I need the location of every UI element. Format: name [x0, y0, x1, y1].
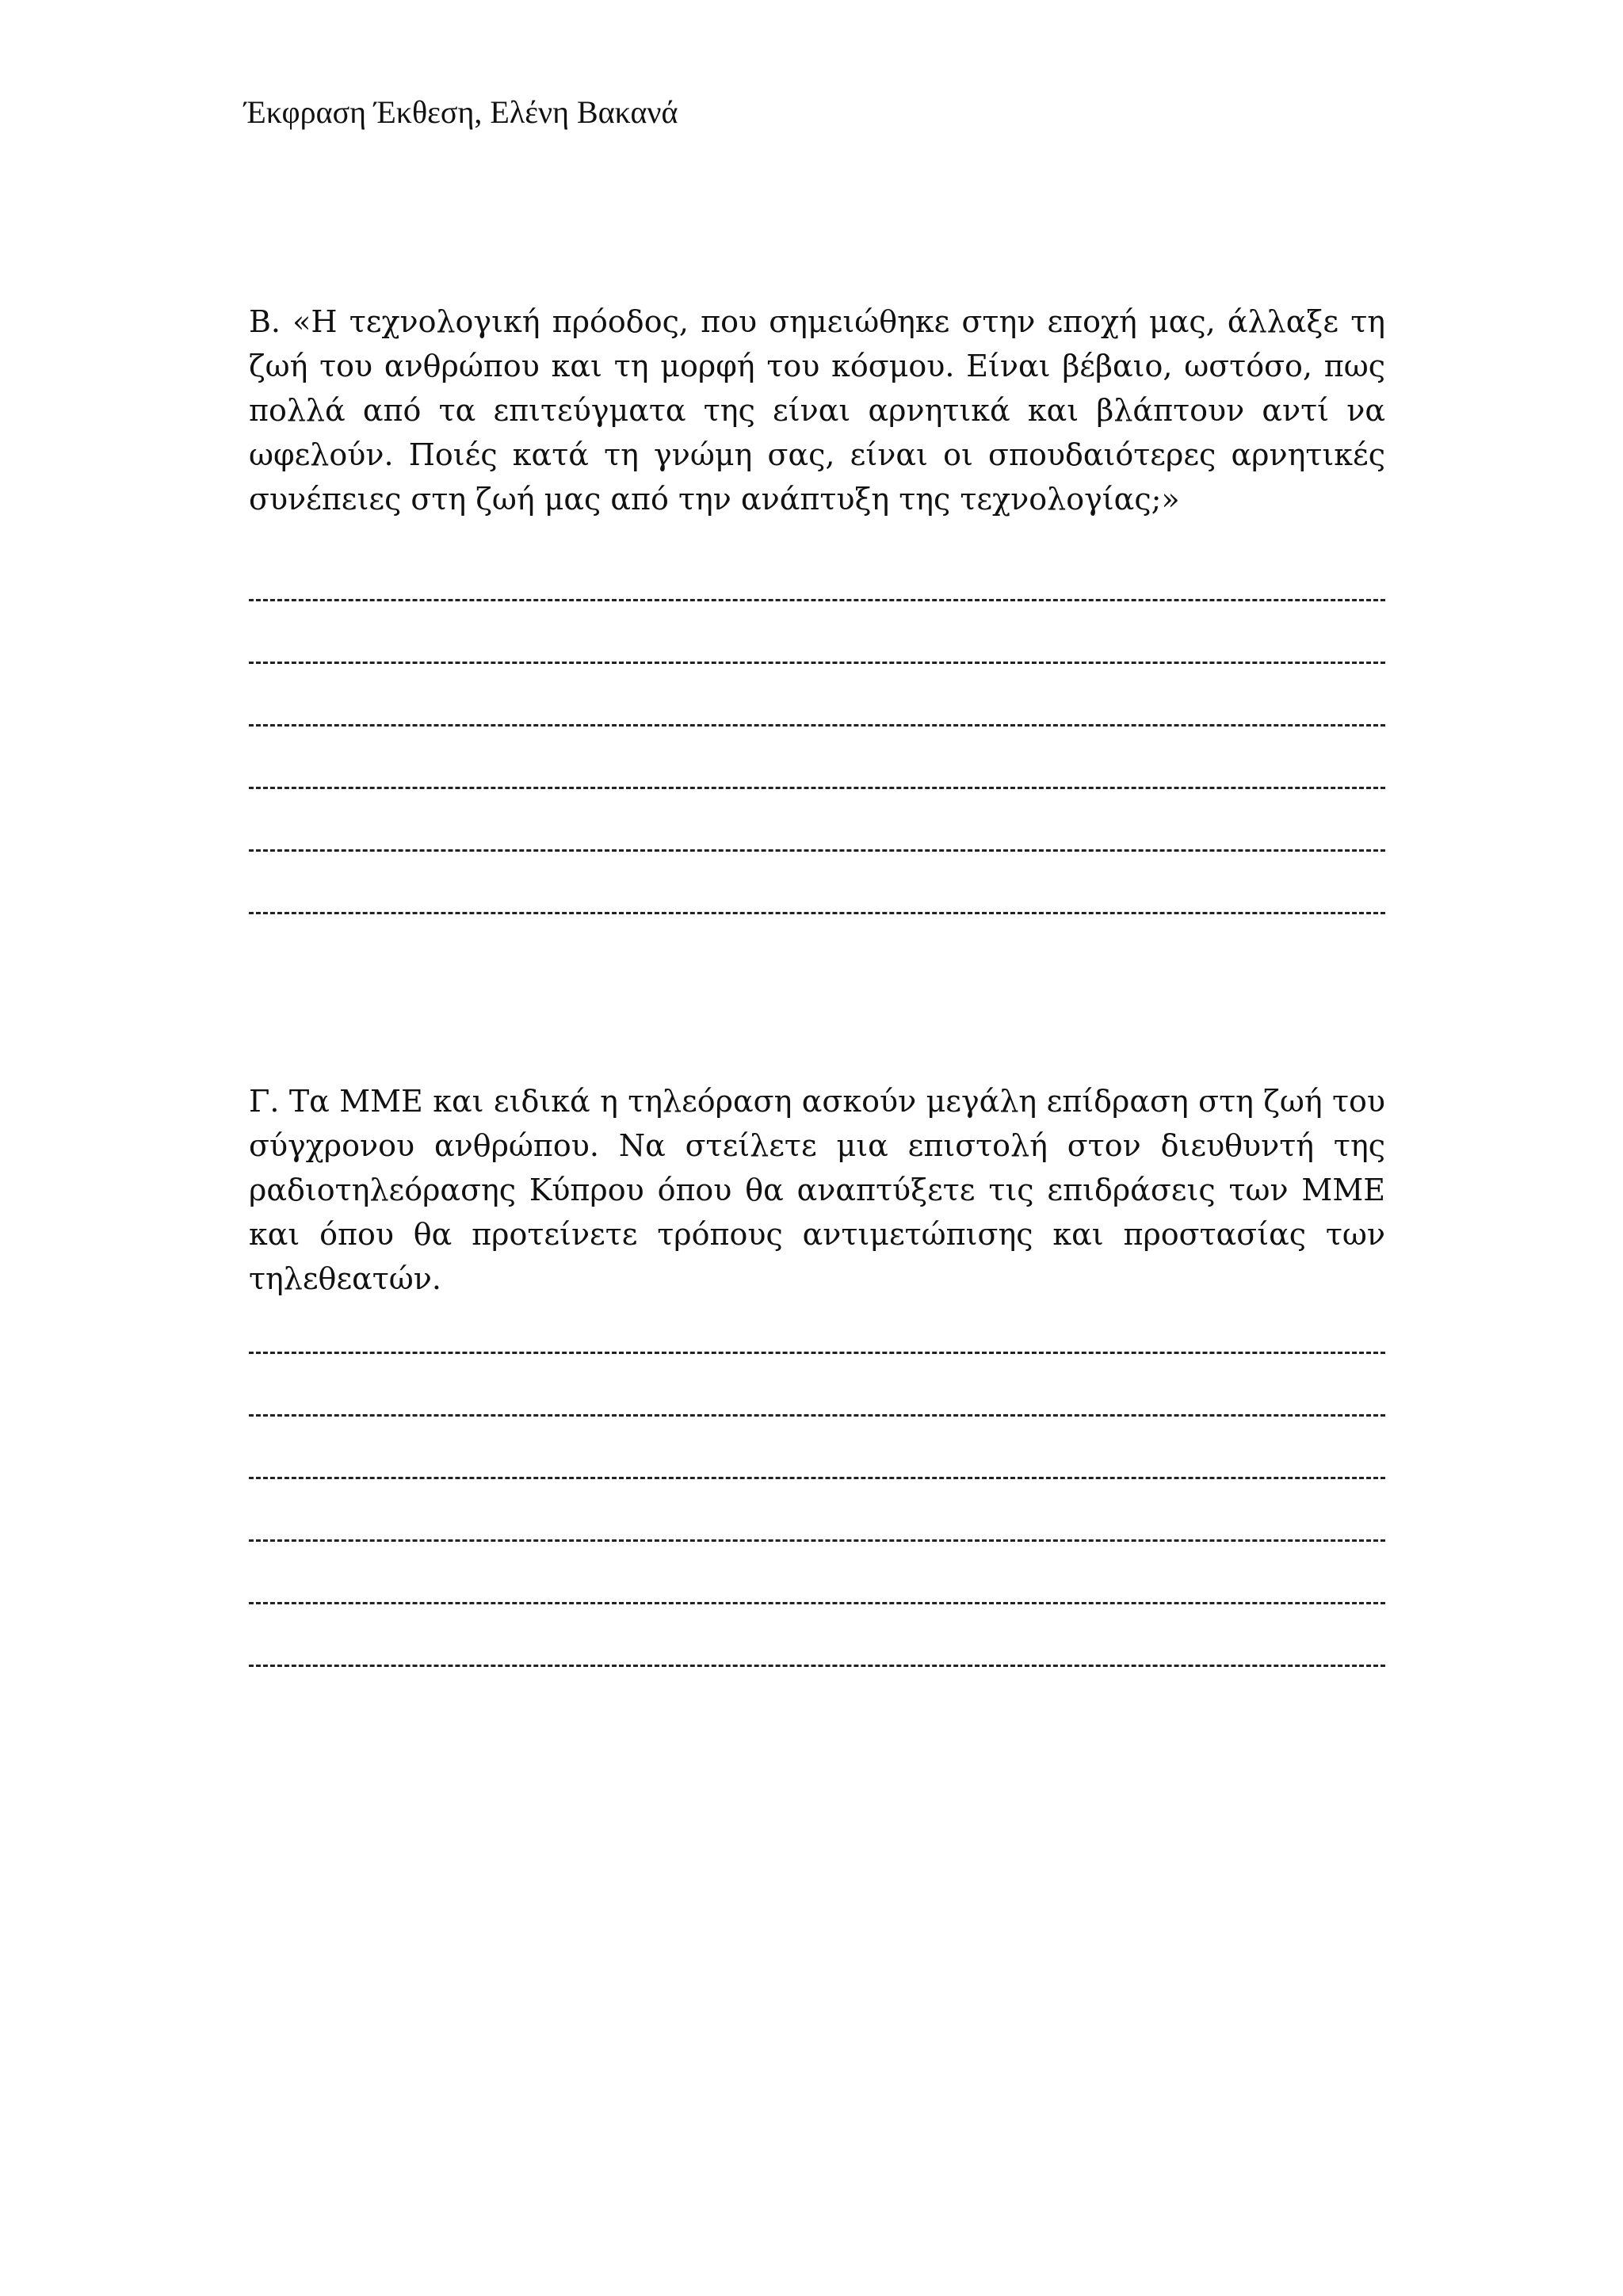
answer-line — [249, 1586, 1385, 1649]
answer-line — [249, 708, 1385, 771]
answer-line — [249, 1649, 1385, 1711]
question-g: Γ. Τα ΜΜΕ και ειδικά η τηλεόραση ασκούν μεγάλη επίδραση στη ζωή του σύγχρονου ανθρώπου. Να στείλετε μια επιστολή στον διευθυντή της ραδιοτηλεόρασης Κύπρου όπου θα αναπτύξετε τις επιδράσεις των ΜΜΕ και όπου θα προτείνετε τρόπους αντιμετώπισης και προστασίας των τηλεθεατών. — [249, 1084, 1385, 1296]
answer-line — [249, 833, 1385, 896]
answer-line — [249, 1461, 1385, 1524]
answer-line — [249, 646, 1385, 708]
answer-lines-b — [249, 583, 1385, 959]
answer-lines-g — [249, 1336, 1385, 1711]
page-header: Έκφραση Έκθεση, Ελένη Βακανά — [244, 94, 678, 130]
answer-line — [249, 771, 1385, 833]
answer-line — [249, 1524, 1385, 1586]
answer-line — [249, 1398, 1385, 1461]
answer-line — [249, 1336, 1385, 1398]
question-b: Β. «Η τεχνολογική πρόοδος, που σημειώθηκε στην εποχή μας, άλλαξε τη ζωή του ανθρώπου και τη μορφή του κόσμου. Είναι βέβαιο, ωστόσο, πως πολλά από τα επιτεύγματα της είναι αρνητικά και βλάπτουν αντί να ωφελούν. Ποιές κατά τη γνώμη σας, είναι οι σπουδαιότερες αρνητικές συνέπειες στη ζωή μας από την ανάπτυξη της τεχνολογίας;» — [249, 304, 1385, 517]
answer-line — [249, 896, 1385, 959]
answer-line — [249, 583, 1385, 646]
